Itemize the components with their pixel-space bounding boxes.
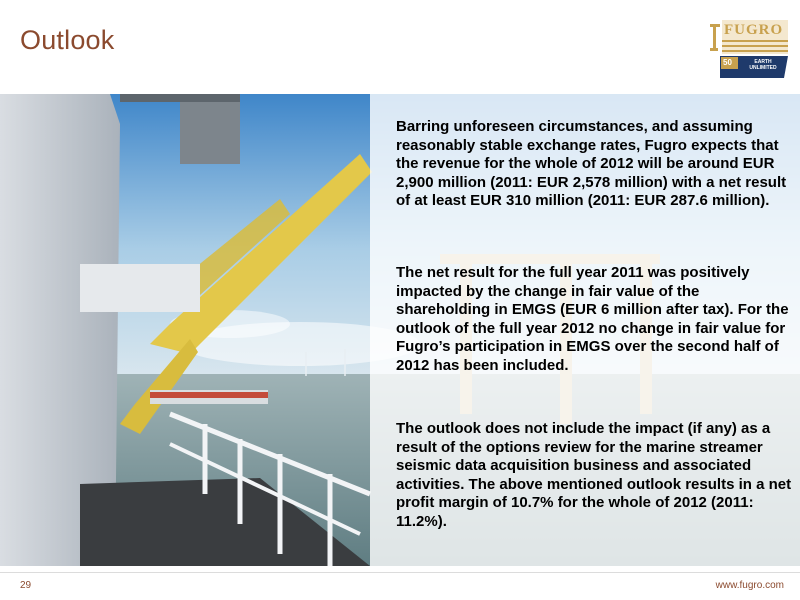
outlook-paragraph-1: Barring unforeseen circumstances, and assuming reasonably stable exchange rates, Fugro expects that the revenue for the whole of 2012 will be around EUR 2,900 million (2011: EUR 2,578 million) with a net result of at least EUR 310 million (2011: EUR 287.6 million). — [396, 118, 787, 210]
page-number: 29 — [20, 580, 32, 591]
slide-title: Outlook — [20, 25, 115, 55]
logo-tagline: EARTH UNLIMITED — [749, 59, 777, 71]
outlook-paragraph-3: The outlook does not include the impact (if any) as a result of the options review for the marine streamer seismic data acquisition business and associated activities. The above mentioned outlook results in a net profit margin of 10.7% for the whole of 2012 (2011: 11.2%). — [396, 420, 792, 530]
outlook-paragraph-2: The net result for the full year 2011 was positively impacted by the change in fair value of the shareholding in EMGS (EUR 6 million after tax). For the outlook of the full year 2012 no change in fair value for Fugro’s participation in EMGS over the second half of 2012 has been included. — [396, 264, 789, 374]
logo-wordmark: FUGRO — [724, 22, 784, 38]
fugro-logo — [704, 18, 790, 80]
footer-divider — [0, 572, 800, 573]
website-link[interactable]: www.fugro.com — [715, 580, 784, 591]
photo-panel — [0, 94, 800, 566]
logo-anniversary-number: 50 — [723, 58, 732, 67]
